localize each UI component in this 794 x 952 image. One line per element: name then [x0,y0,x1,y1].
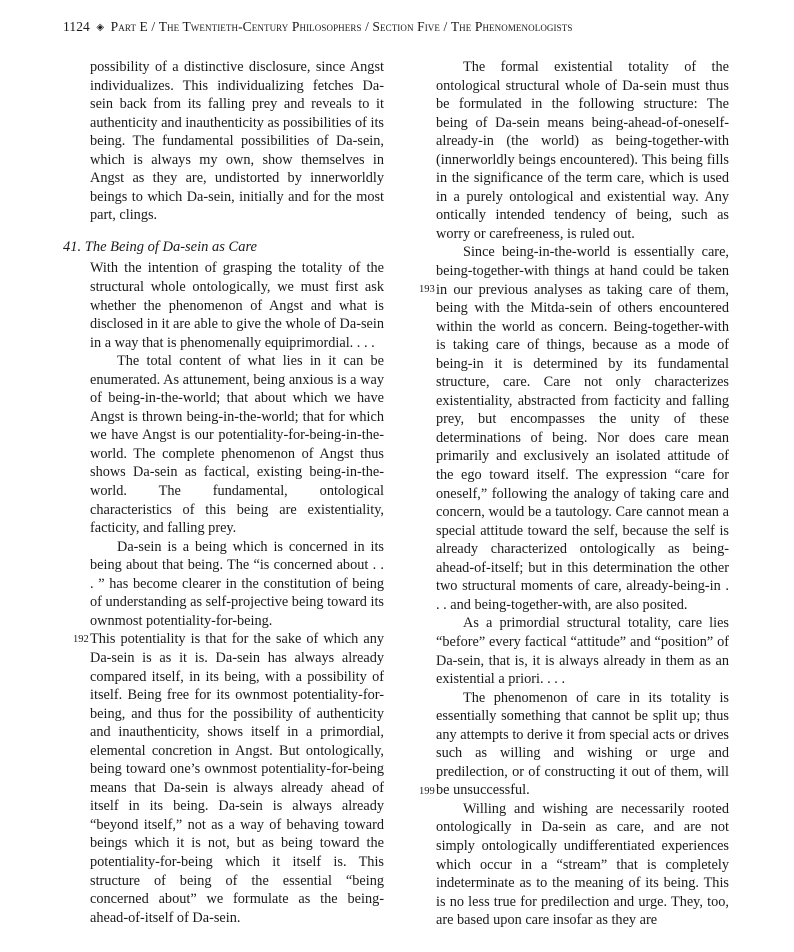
right-paragraph-3: As a primordial structural totality, care lies “before” every factical “attitude” and “position” of Da-sein, that is, it is always already in them as an existential a priori. . . . [436,615,729,688]
header-section: Section Five [372,19,440,34]
header-group: The Twentieth-Century Philosophers [158,19,362,34]
header-part: Part E [110,19,148,34]
left-paragraph-1: possibility of a distinctive disclosure, since Angst individualizes. This individualizing fetches Da-sein back from its falling prey and reveals to it authenticity and inauthenticity as possibilities of its being. The fundamental possibilities of Da-sein, which is always my own, show themselves in Angst as they are, undistorted by innerworldly beings to which Da-sein, initially and for the most part, clings. [90,59,384,224]
left-paragraph-4-continued [73,630,384,927]
section-heading [63,238,384,257]
right-paragraph-4-text: The phenomenon of care in its totality is essentially something that cannot be split up; thus any attempts to derive it from special acts or drives such as willing and wishing or urge and predilection, or of constructing it out of them, will be unsuccessful. [436,689,729,799]
right-paragraph-2 [419,243,729,614]
left-paragraph-3: The total content of what lies in it can be enumerated. As attunement, being anxious is a way of being-in-the-world; that about which we have Angst is thrown being-in-the-world; that for which we have Angst is our potentiality-for-being-in-the-world. The complete phenomenon of Angst thus shows Da-sein as factical, existing being-in-the-world. The fundamental, ontological characteristics of this being are existentiality, facticity, and falling prey. [90,353,384,537]
header-subject: The Phenomenologists [450,19,573,34]
margin-number-193: 193 [419,284,435,296]
margin-number-192: 192 [73,634,89,646]
section-number: 41. [63,238,82,255]
margin-number-199: 199 [419,785,435,797]
left-paragraph-2: With the intention of grasping the totality of the structural whole ontologically, we must first ask whether the phenomenon of Angst and what is disclosed in it are able to give the whole of Da-sein in a way that is phenomenally equiprimordial. . . . [90,260,384,351]
running-header: 1124 ◈ Part E / The Twentieth-Century Philosophers / Section Five / The Phenomenologists [63,19,573,34]
right-paragraph-1: The formal existential totality of the ontological structural whole of Da-sein must thus be formulated in the following structure: The being of Da-sein means being-ahead-of-oneself-already-in (the world) as being-together-with (innerworldly beings encountered). This being fills in the significance of the term care, which is used in a purely ontological and existential way. Any ontically intended tendency of being, such as worry or carefreeness, is ruled out. [436,59,729,242]
right-paragraph-5: Willing and wishing are necessarily rooted ontologically in Da-sein as care, and are not simply ontologically undifferentiated experiences which occur in a “stream” that is completely indeterminate as to the meaning of its being. This is no less true for predilection and urge. They, too, are based upon care insofar as they are [436,800,729,929]
section-title: The Being of Da-sein as Care [84,238,257,255]
page-number: 1124 [63,19,90,34]
left-column [63,58,384,927]
diamond-ornament-icon: ◈ [96,22,105,33]
right-paragraph-2-text: Since being-in-the-world is essentially care, being-together-with things at hand could be taken in our previous analyses as taking care of them, being with the Mitda-sein of others encountered within the world as concern. Being-together-with is taking care of things, because as a mode of being-in it is determined by its fundamental structure, care. Care not only characterizes existentiality, abstracted from facticity and falling prey, but encompasses the unity of these determinations of being. Nor does care mean primarily and exclusively an isolated attitude of the ego toward itself. The expression “care for oneself,” following the analogy of taking care and concern, would be a tautology. Care cannot mean a special attitude toward the self, because the self is already characterized ontologically as being-ahead-of-itself; but in this determination the other two structural moments of care, already-being-in . . . and being-together-with, are also posited. [436,244,729,613]
right-column [419,58,729,930]
left-paragraph-4: Da-sein is a being which is concerned in its being about that being. The “is concerned about . . . ” has become clearer in the constitution of being of understanding as self-projective being toward its ownmost potentiality-for-being. [90,538,384,629]
left-paragraph-4b-text: This potentiality is that for the sake of which any Da-sein is as it is. Da-sein has always already compared itself, in its being, with a possibility of itself. Being free for its ownmost potentiality-for-being, and thus for the possibility of authenticity and inauthenticity, shows itself in a primordial, elemental concretion in Angst. But ontologically, being toward one’s ownmost potentiality-for-being means that Da-sein is always already ahead of itself in its being. Da-sein is always already “beyond itself,” not as a way of behaving toward beings which it is not, but as being toward the potentiality-for-being which it itself is. This structure of being of the essential “being concerned about” we formulate as the being-ahead-of-itself of Da-sein. [90,631,384,926]
right-paragraph-4 [419,689,729,800]
